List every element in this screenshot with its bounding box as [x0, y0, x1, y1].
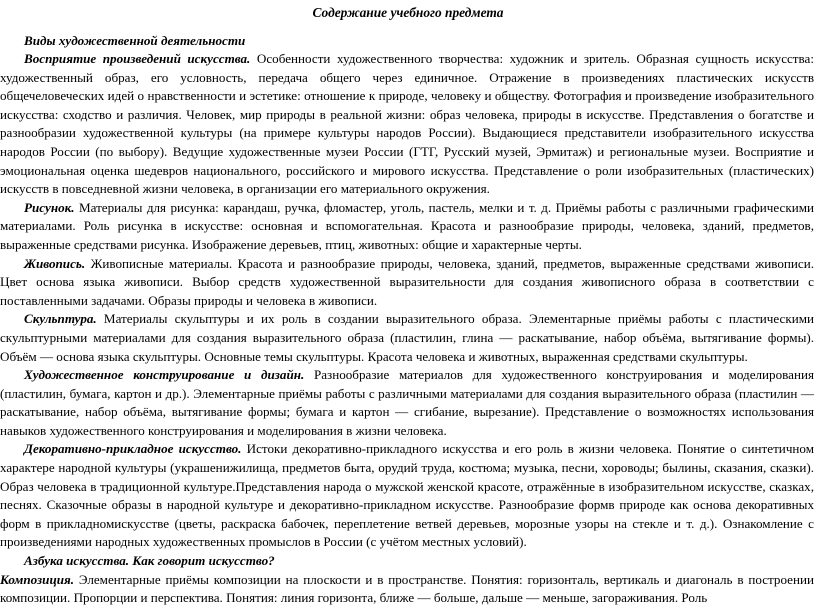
- paragraph-perception: [0, 50, 814, 199]
- section-heading: Виды художественной деятельности: [24, 33, 246, 48]
- paragraph-text: Особенности художественного творчества: художник и зритель. Образная сущность искусства: художественный образ, его условность, передача общего через единичное. Отражение в произведениях пластических искусств общечеловеческих идей о нравственности и эстетике: отношение к природе, человеку и обществу. Фотография и произведение изобразительного искусства: сходство и различия. Человек, мир природы в реальной жизни: образ человека, природы в искусстве. Представления о богатстве и разнообразии художественной культуры (на примере культуры народов России). Выдающиеся представители изобразительного искусства народов России (по выбору). Ведущие художественные музеи России (ГТГ, Русский музей, Эрмитаж) и региональные музеи. Восприятие и эмоциональная оценка шедевров национального, российского и мирового искусства. Представление о роли изобразительных (пластических) искусств в повседневной жизни человека, в организации его материального окружения.: [0, 51, 814, 197]
- paragraph-lead: Рисунок.: [24, 199, 75, 215]
- paragraph-lead: Декоративно-прикладное искусство.: [24, 441, 242, 457]
- paragraph-text: Живописные материалы. Красота и разнообразие природы, человека, зданий, предметов, выраженные средствами живописи. Цвет основа языка живописи. Выбор средств художественной выразительности для создания живописного образа в соответствии с поставленными задачами. Образы природы и человека в живописи.: [0, 255, 814, 308]
- paragraph-text: Истоки декоративно-прикладного искусства и его роль в жизни человека. Понятие о синтетичном характере народной культуры (украшенижилища, предметов быта, орудий труда, костюма; музыка, песни, хороводы; былины, сказания, сказки). Образ человека в традиционной культуре.Представления народа о мужской женской красоте, отражённые в изобразительном искусстве, сказках, песнях. Сказочные образы в народной культуре и декоративно-прикладном искусстве. Разнообразие формв природе как основа декоративных форм в прикладномискусстве (цветы, раскраска бабочек, переплетение ветвей деревьев, морозные узоры на стекле и т. д.). Ознакомление с произведениями народных художественных промыслов в России (с учётом местных условий).: [0, 441, 814, 550]
- paragraph-alphabet: [0, 552, 814, 571]
- paragraph-painting: [0, 255, 814, 311]
- paragraph-design: [0, 366, 814, 440]
- paragraph-text: Разнообразие материалов для художественного конструирования и моделирования (пластилин, бумага, картон и др.). Элементарные приёмы работы с различными материалами для создания выразительного образа (пластилин — раскатывание, набор объёма, вытягивание формы; бумага и картон — сгибание, вырезание). Представление о возможностях использования навыков художественного конструирования и моделирования в жизни человека.: [0, 367, 814, 438]
- paragraph-lead: Азбука искусства. Как говорит искусство?: [24, 553, 275, 569]
- paragraph-sculpture: [0, 310, 814, 366]
- paragraph-lead: Живопись.: [24, 255, 86, 271]
- paragraph-lead: Композиция.: [0, 571, 75, 587]
- paragraph-drawing: [0, 199, 814, 255]
- document-body: [0, 50, 814, 608]
- paragraph-lead: Художественное конструирование и дизайн.: [24, 367, 305, 383]
- paragraph-lead: Скульптура.: [24, 311, 97, 327]
- paragraph-text: Элементарные приёмы композиции на плоскости и в пространстве. Понятия: горизонталь, вертикаль и диагональ в построении композиции. Пропорции и перспектива. Понятия: линия горизонта, ближе — больше, дальше — меньше, загораживания. Роль: [0, 571, 814, 606]
- paragraph-text: Материалы для рисунка: карандаш, ручка, фломастер, уголь, пастель, мелки и т. д. Приёмы работы с различными графическими материалами. Роль рисунка в искусстве: основная и вспомогательная. Красота и разнообразие природы, человека, зданий, предметов, выраженные средствами рисунка. Изображение деревьев, птиц, животных: общие и характерные черты.: [0, 199, 814, 252]
- paragraph-lead: Восприятие произведений искусства.: [24, 51, 251, 66]
- paragraph-decorative: [0, 440, 814, 552]
- paragraph-composition: [0, 571, 814, 608]
- paragraph-text: Материалы скульптуры и их роль в создании выразительного образа. Элементарные приёмы работы с пластическими скульптурными материалами для создания выразительного образа (пластилин, глина — раскатывание, набор объёма, вытягивание формы). Объём — основа языка скульптуры. Основные темы скульптуры. Красота человека и животных, выраженная средствами скульптуры.: [0, 311, 814, 364]
- document-title: Содержание учебного предмета: [312, 5, 504, 20]
